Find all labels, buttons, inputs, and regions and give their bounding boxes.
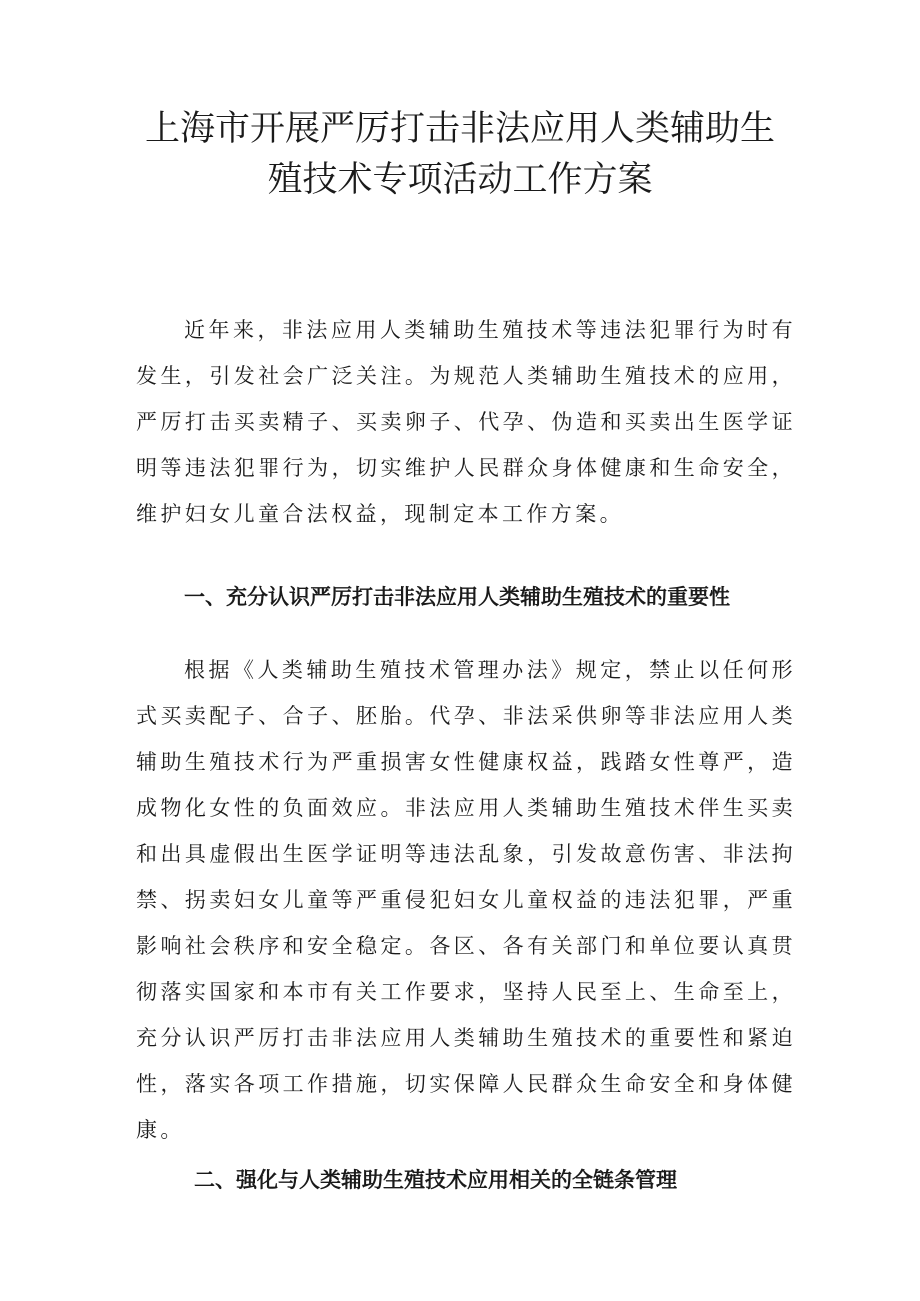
document-title-line-2: 殖技术专项活动工作方案 [267,160,653,200]
section-2-heading: 二、强化与人类辅助生殖技术应用相关的全链条管理 [194,1168,677,1192]
intro-paragraph: 近年来，非法应用人类辅助生殖技术等违法犯罪行为时有发生，引发社会广泛关注。为规范人类辅助生殖技术的应用，严厉打击买卖精子、买卖卵子、代孕、伪造和买卖出生医学证明等违法犯罪行为，切实维护人民群众身体健康和生命安全，维护妇女儿童合法权益，现制定本工作方案。 [136,318,796,526]
section-1-paragraph: 根据《人类辅助生殖技术管理办法》规定，禁止以任何形式买卖配子、合子、胚胎。代孕、非法采供卵等非法应用人类辅助生殖技术行为严重损害女性健康权益，践踏女性尊严，造成物化女性的负面效应。非法应用人类辅助生殖技术伴生买卖和出具虚假出生医学证明等违法乱象，引发故意伤害、非法拘禁、拐卖妇女儿童等严重侵犯妇女儿童权益的违法犯罪，严重影响社会秩序和安全稳定。各区、各有关部门和单位要认真贯彻落实国家和本市有关工作要求，坚持人民至上、生命至上，充分认识严厉打击非法应用人类辅助生殖技术的重要性和紧迫性，落实各项工作措施，切实保障人民群众生命安全和身体健康。 [136,658,796,1142]
document-title-line-1: 上海市开展严厉打击非法应用人类辅助生 [144,109,775,149]
section-1-heading: 一、充分认识严厉打击非法应用人类辅助生殖技术的重要性 [184,585,730,609]
